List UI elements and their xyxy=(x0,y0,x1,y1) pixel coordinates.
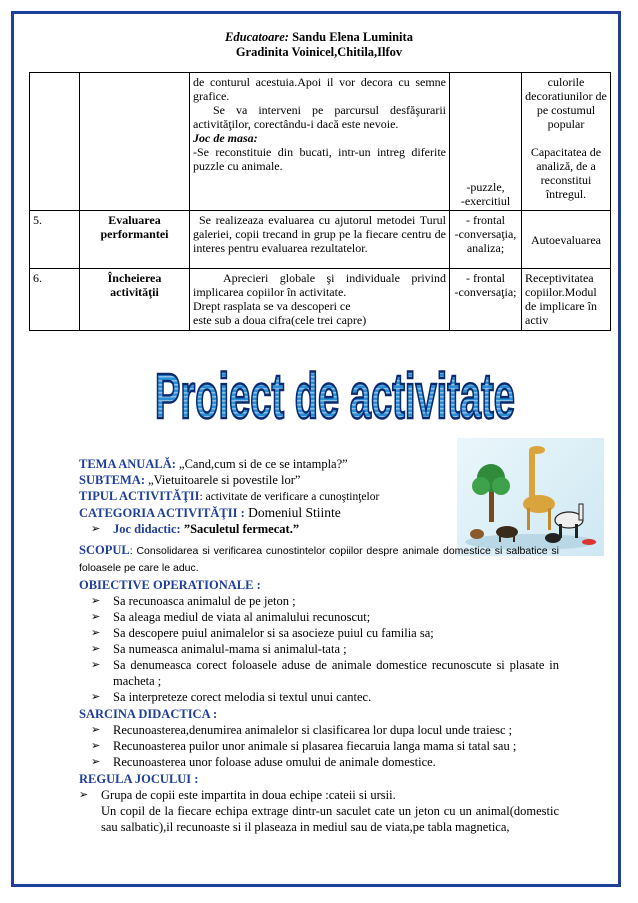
table-row xyxy=(30,73,611,211)
method-item: -conversaţia, xyxy=(454,227,517,241)
subtema-line xyxy=(79,472,559,488)
list-item xyxy=(79,787,559,835)
cell-stage: Evaluarea performantei xyxy=(80,211,190,269)
wordart-title xyxy=(150,352,520,432)
text-line: de conturul acestuia.Apoi il vor decora cu semne grafice. xyxy=(193,75,446,103)
joc-label: Joc didactic: xyxy=(113,522,181,536)
list-item: ➢ Recunoasterea puilor unor animale si plasarea fiecaruia langa mama si tatal sau ; xyxy=(91,738,559,754)
sarcina-list xyxy=(79,722,559,770)
method-item: - frontal xyxy=(466,271,505,285)
subtema-value: „Vietuitoarele si povestile lor” xyxy=(144,473,301,487)
joc-list xyxy=(79,521,559,537)
cell-methods xyxy=(450,269,522,331)
activity-table xyxy=(29,72,611,331)
regula-list xyxy=(79,787,559,835)
regula-text: ➢ Grupa de copii este impartita in doua echipe :cateii si ursii. xyxy=(101,788,396,802)
cell-evaluation: Receptivitatea copiilor.Modul de implicare în activ xyxy=(522,269,611,331)
list-item: ➢ Sa interpreteze corect melodia si textul unui cantec. xyxy=(91,689,559,705)
categoria-value: Domeniul Stiinte xyxy=(244,505,341,520)
tema-label: TEMA ANUALĂ: xyxy=(79,457,176,471)
project-content xyxy=(79,456,559,835)
school-name: Gradinita Voinicel,Chitila,Ilfov xyxy=(235,45,403,59)
categoria-label: CATEGORIA ACTIVITĂŢII : xyxy=(79,506,245,520)
text-line: -Se reconstituie din bucati, intr-un intreg diferite puzzle cu animale. xyxy=(193,145,446,173)
cell-stage: Încheierea activităţii xyxy=(80,269,190,331)
method-item: -puzzle, xyxy=(466,180,505,194)
cell-description xyxy=(190,73,450,211)
table-row xyxy=(30,269,611,331)
list-item: ➢ Sa aleaga mediul de viata al animalului recunoscut; xyxy=(91,609,559,625)
cell-evaluation xyxy=(522,73,611,211)
text-line: Capacitatea de analiză, de a reconstitui întregul. xyxy=(530,145,602,201)
subtema-label: SUBTEMA: xyxy=(79,473,145,487)
method-item: -exercitiul xyxy=(460,194,511,208)
sarcina-title: SARCINA DIDACTICA : xyxy=(79,707,218,721)
list-item: ➢ Sa descopere puiul animalelor si sa asocieze puiul cu familia sa; xyxy=(91,625,559,641)
method-item: -conversaţia; xyxy=(454,285,517,299)
title-text: Proiect de activitate xyxy=(155,360,515,432)
cell-num xyxy=(30,73,80,211)
list-item: ➢ Sa recunoasca animalul de pe jeton ; xyxy=(91,593,559,609)
regula-title: REGULA JOCULUI : xyxy=(79,772,199,786)
cell-num: 6. xyxy=(30,269,80,331)
regula-text: Un copil de la fiecare echipa extrage dintr-un saculet cate un jeton cu un animal(domestic sau salbatic),il recunoaste si il plaseaza in mediul sau de viata,pe tabla magnetica, xyxy=(101,804,559,834)
cell-num: 5. xyxy=(30,211,80,269)
categoria-line xyxy=(79,505,559,521)
teacher-role-label: Educatoare: xyxy=(225,30,289,44)
wordart-title-svg xyxy=(150,352,520,432)
list-item: ➢ Recunoasterea unor foloase aduse omului de animale domestice. xyxy=(91,754,559,770)
method-item: - frontal xyxy=(466,213,505,227)
method-item: analiza; xyxy=(466,241,505,255)
tip-line xyxy=(79,488,559,505)
text-line: Aprecieri globale şi individuale privind implicarea copiilor în activitate. xyxy=(193,271,446,299)
tema-value: „Cand,cum si de ce se intampla?” xyxy=(175,457,348,471)
tip-label: TIPUL ACTIVITĂŢII xyxy=(79,489,200,503)
cell-methods xyxy=(450,73,522,211)
obiective-title: OBIECTIVE OPERATIONALE : xyxy=(79,578,261,592)
scop-paragraph xyxy=(79,542,559,576)
cell-stage xyxy=(80,73,190,211)
text-line: culorile decoratiunilor de pe costumul popular xyxy=(525,75,607,131)
cell-evaluation: Autoevaluarea xyxy=(522,211,611,269)
cell-description xyxy=(190,269,450,331)
tip-value: : activitate de verificare a cunoştinţelor xyxy=(199,491,380,503)
subheading: Joc de masa: xyxy=(193,131,258,145)
teacher-line xyxy=(0,30,638,45)
scop-label: SCOPUL xyxy=(79,543,130,557)
list-item xyxy=(91,521,559,537)
list-item: ➢ Sa denumeasca corect foloasele aduse de animale domestice recunoscute si plasate in macheta ; xyxy=(91,657,559,689)
tema-line xyxy=(79,456,559,472)
cell-methods xyxy=(450,211,522,269)
text-line: Se va interveni pe parcursul desfăşurarii activităţilor, corectându-i dacă este nevoie. xyxy=(193,103,446,131)
text-line: Drept rasplata se va descoperi ce xyxy=(193,299,351,313)
joc-value: ”Saculetul fermecat.” xyxy=(180,522,300,536)
list-item: ➢ Recunoasterea,denumirea animalelor si clasificarea lor dupa locul unde traiesc ; xyxy=(91,722,559,738)
document-header xyxy=(0,30,638,60)
cell-description: Se realizeaza evaluarea cu ajutorul metodei Turul galeriei, copii trecand in grup pe la fiecare centru de interes pentru evaluarea rezultatelor. xyxy=(190,211,450,269)
teacher-name: Sandu Elena Luminita xyxy=(288,30,413,44)
text-line: este sub a doua cifra(cele trei capre) xyxy=(193,313,367,327)
obiective-list xyxy=(79,593,559,705)
list-item: ➢ Sa numeasca animalul-mama si animalul-tata ; xyxy=(91,641,559,657)
table-row xyxy=(30,211,611,269)
scop-value: : Consolidarea si verificarea cunostintelor copiilor despre animale domestice si salbatice si foloasele pe care le aduc. xyxy=(79,545,559,574)
